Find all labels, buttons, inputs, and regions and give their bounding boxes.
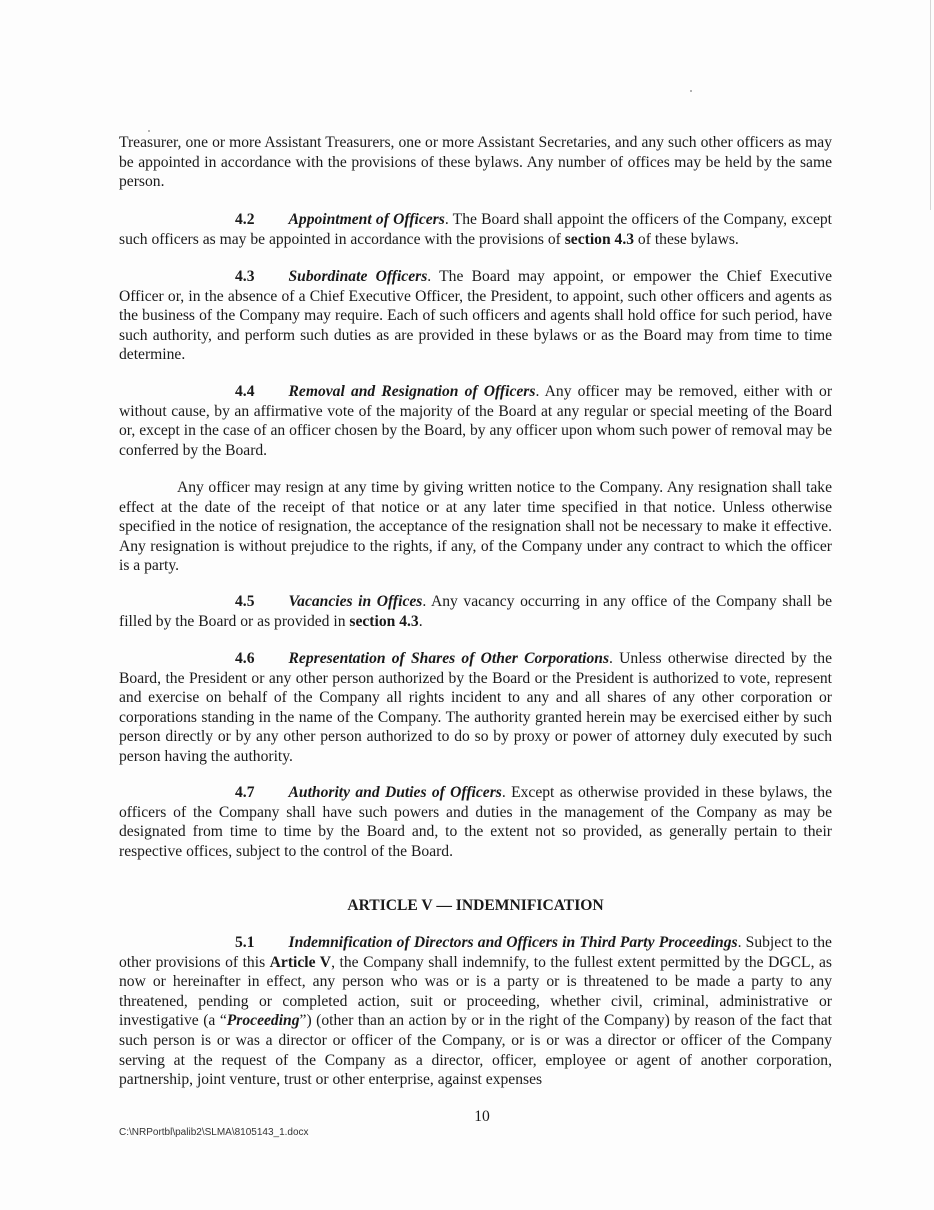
- section-reference: section 4.3: [564, 230, 635, 248]
- section-text: .: [418, 612, 423, 630]
- section-4-4-resignation: [119, 478, 832, 576]
- section-text: ”) (other than an action by or in the right of the Company) by reason of the fact that such person is or was a director or officer of the Company, or is or was a director or officer of the Company serving at the request of the Company as a director, officer, employee or agent of another corporation, partnership, joint venture, trust or other enterprise, against expenses: [119, 1012, 833, 1089]
- defined-term: Proceeding: [226, 1012, 300, 1030]
- section-title: Indemnification of Directors and Officers in Third Party Proceedings: [288, 934, 738, 951]
- section-title: Removal and Resignation of Officers: [288, 383, 536, 400]
- section-4-6: [119, 649, 832, 767]
- section-number: 4.7: [235, 784, 255, 801]
- paragraph-text: Treasurer, one or more Assistant Treasurers, one or more Assistant Secretaries, and any such other officers as may be appointed in accordance with the provisions of these bylaws. Any number of offices may be held by the same person.: [119, 134, 832, 191]
- section-number: 4.6: [235, 650, 255, 667]
- section-text: , the Company shall indemnify, to the fullest extent permitted by the DGCL, as now or hereinafter in effect, any person who was or is a party or is threatened to be made a party to any threatened, pending or completed action, suit or proceeding, whether civil, criminal, administrative or investigative (a “: [119, 953, 832, 1030]
- section-reference: section 4.3: [349, 612, 419, 630]
- section-title: Subordinate Officers: [288, 268, 428, 285]
- paragraph-continuation: [119, 133, 832, 192]
- section-text: . Any vacancy occurring in any office of the Company shall be filled by the Board or as provided in: [119, 593, 832, 630]
- section-4-3: [119, 267, 832, 365]
- section-4-4: [119, 382, 832, 460]
- section-5-1: [119, 933, 832, 1090]
- section-number: 5.1: [235, 934, 255, 951]
- section-text: . Any officer may be removed, either with or without cause, by an affirmative vote of the majority of the Board at any regular or special meeting of the Board or, except in the case of an officer chosen by the Board, by any officer upon whom such power of removal may be conferred by the Board.: [119, 383, 833, 459]
- section-number: 4.4: [235, 383, 255, 400]
- page-number: 10: [474, 1108, 490, 1125]
- scan-speck: [148, 130, 150, 132]
- section-title: Vacancies in Offices: [288, 593, 423, 610]
- article-heading: ARTICLE V — INDEMNIFICATION: [347, 897, 604, 914]
- footer-file-path: C:\NRPortbl\palib2\SLMA\8105143_1.docx: [119, 1127, 309, 1138]
- section-text: . The Board may appoint, or empower the Chief Executive Officer or, in the absence of a Chief Executive Officer, the President, to appoint, such other officers and agents as the business of the Company may require. Each of such officers and agents shall hold office for such period, have such authority, and perform such duties as are provided in these bylaws or as the Board may from time to time determine.: [119, 268, 832, 364]
- section-title: Representation of Shares of Other Corporations: [288, 650, 610, 667]
- section-number: 4.5: [235, 593, 255, 610]
- section-text: . Subject to the other provisions of this: [119, 934, 832, 971]
- section-number: 4.3: [235, 268, 255, 285]
- section-title: Authority and Duties of Officers: [288, 784, 502, 801]
- section-title: Appointment of Officers: [288, 211, 445, 228]
- section-text: . The Board shall appoint the officers of the Company, except such officers as may be appointed in accordance with the provisions of: [119, 211, 832, 248]
- section-4-2: [119, 210, 832, 249]
- scan-speck: [690, 90, 692, 92]
- section-text: . Unless otherwise directed by the Board, the President or any other person authorized by the Board or the President is authorized to vote, represent and exercise on behalf of the Company all rights incident to any and all shares of any other corporation or corporations standing in the name of the Company. The authority granted herein may be exercised either by such person directly or by any other person authorized to do so by proxy or power of attorney duly executed by such person having the authority.: [119, 650, 832, 765]
- paragraph-text: Any officer may resign at any time by giving written notice to the Company. Any resignation shall take effect at the date of the receipt of that notice or at any later time specified in that notice. Unless otherwise specified in the notice of resignation, the acceptance of the resignation shall not be necessary to make it effective. Any resignation is without prejudice to the rights, if any, of the Company under any contract to which the officer is a party.: [119, 479, 832, 575]
- section-reference: Article V: [269, 953, 332, 971]
- section-text: . Except as otherwise provided in these bylaws, the officers of the Company shall have such powers and duties in the management of the Company as may be designated from time to time by the Board and, to the extent not so provided, as generally pertain to their respective offices, subject to the control of the Board.: [119, 784, 832, 860]
- section-4-7: [119, 783, 832, 861]
- section-4-5: [119, 592, 832, 631]
- section-number: 4.2: [235, 211, 255, 228]
- scan-edge-line: [930, 0, 931, 210]
- section-text: of these bylaws.: [634, 230, 739, 248]
